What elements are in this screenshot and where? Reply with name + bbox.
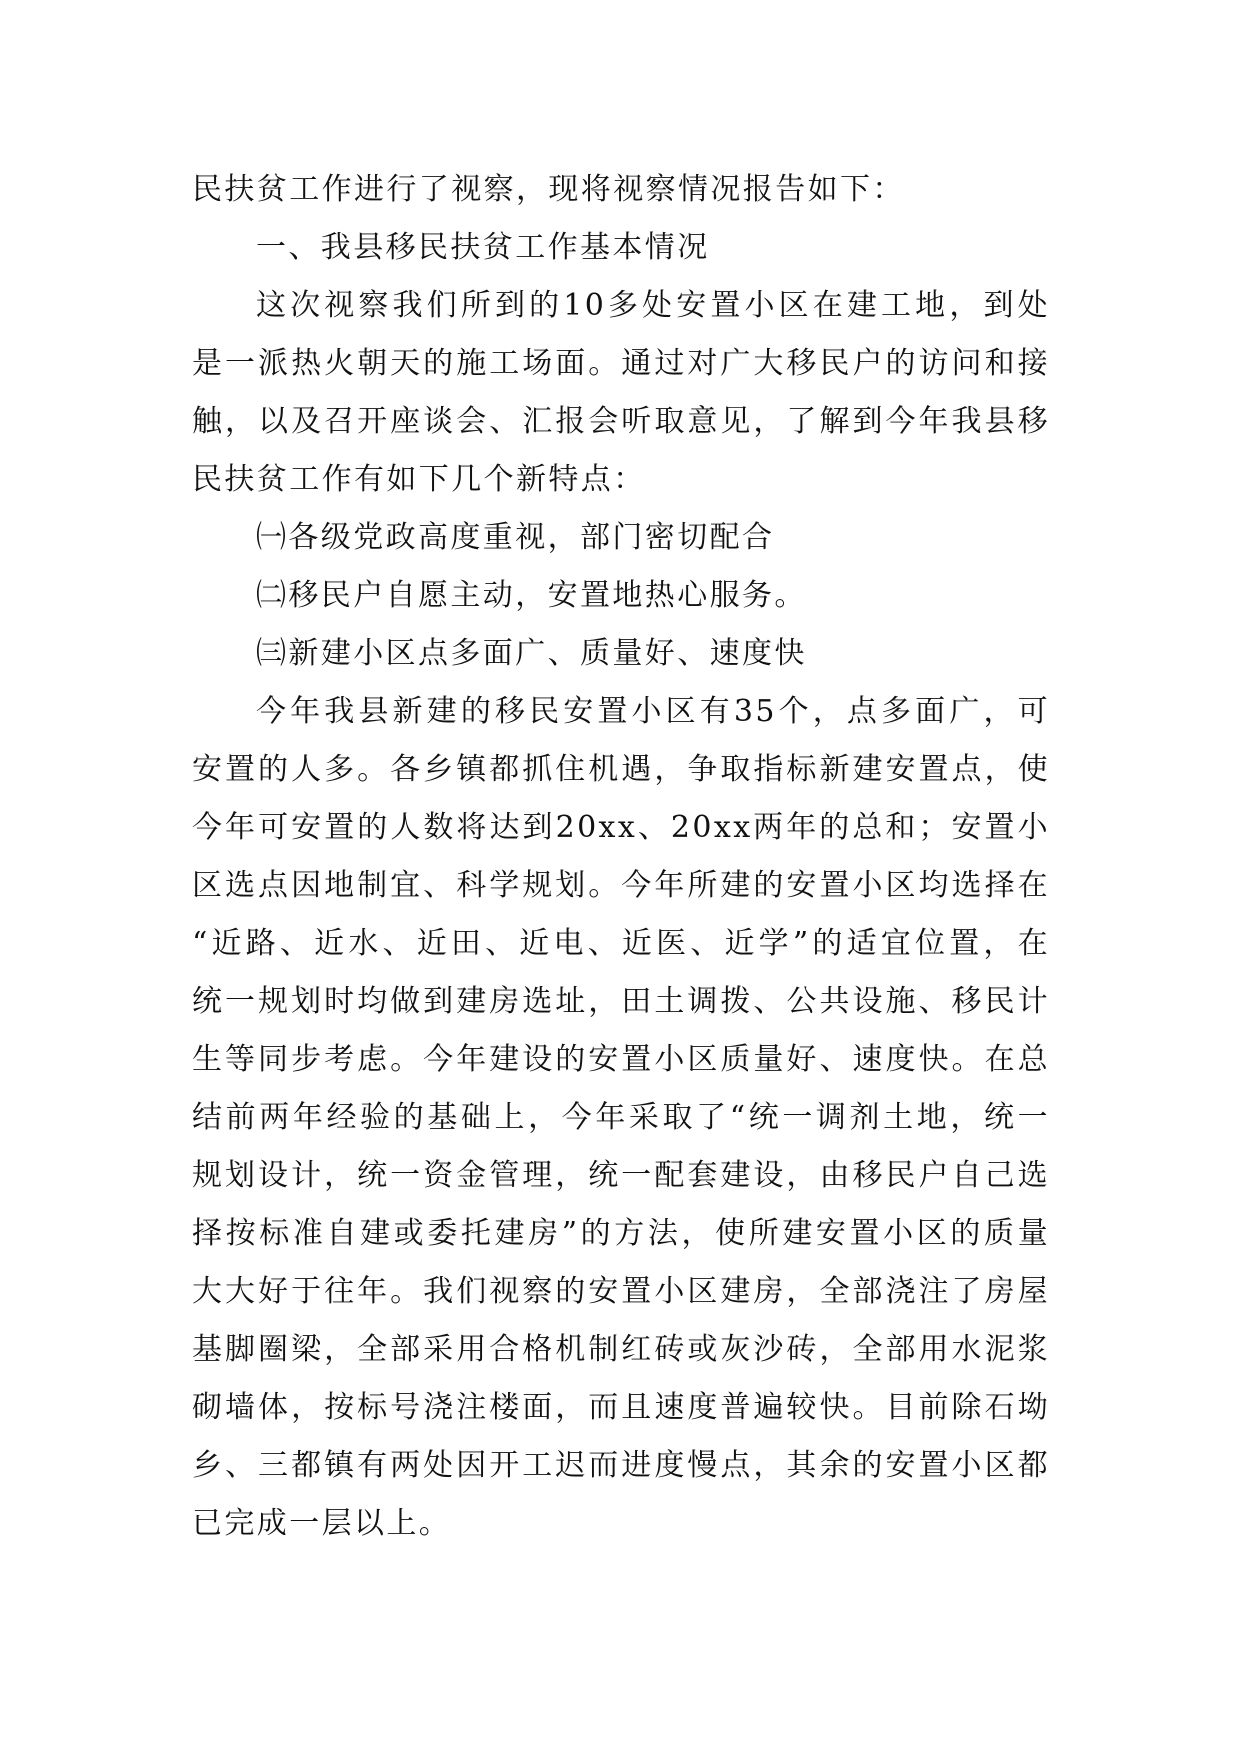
text-line: 规划设计，统一资金管理，统一配套建设，由移民户自己选 bbox=[192, 1158, 1050, 1193]
text-line: 大大好于往年。我们视察的安置小区建房，全部浇注了房屋 bbox=[192, 1274, 1050, 1309]
text-line: “近路、近水、近田、近电、近医、近学”的适宜位置，在 bbox=[192, 926, 1050, 961]
paragraph-overview bbox=[192, 277, 1050, 509]
section-heading-text: 一、我县移民扶贫工作基本情况 bbox=[256, 230, 710, 265]
paragraph-continuation bbox=[192, 161, 1050, 219]
text-line: 已完成一层以上。 bbox=[192, 1506, 452, 1541]
text-line: 民扶贫工作有如下几个新特点： bbox=[192, 462, 646, 497]
subheading-1 bbox=[192, 509, 1050, 567]
text-line: 民扶贫工作进行了视察，现将视察情况报告如下： bbox=[192, 172, 905, 207]
text-line: 统一规划时均做到建房选址，田土调拨、公共设施、移民计 bbox=[192, 984, 1050, 1019]
text-line: 区选点因地制宜、科学规划。今年所建的安置小区均选择在 bbox=[192, 868, 1050, 903]
subheading-3 bbox=[192, 625, 1050, 683]
text-line: 乡、三都镇有两处因开工迟而进度慢点，其余的安置小区都 bbox=[192, 1448, 1050, 1483]
text-line: 这次视察我们所到的10多处安置小区在建工地，到处 bbox=[256, 288, 1050, 323]
text-line: 择按标准自建或委托建房”的方法，使所建安置小区的质量 bbox=[192, 1216, 1050, 1251]
text-line: 砌墙体，按标号浇注楼面，而且速度普遍较快。目前除石坳 bbox=[192, 1390, 1050, 1425]
text-line: 结前两年经验的基础上，今年采取了“统一调剂土地，统一 bbox=[192, 1100, 1050, 1135]
text-line: 今年我县新建的移民安置小区有35个，点多面广，可 bbox=[256, 694, 1050, 729]
text-line: 触，以及召开座谈会、汇报会听取意见，了解到今年我县移 bbox=[192, 404, 1050, 439]
subheading-text: ㈡移民户自愿主动，安置地热心服务。 bbox=[256, 578, 807, 613]
subheading-text: ㈢新建小区点多面广、质量好、速度快 bbox=[256, 636, 807, 671]
section-heading bbox=[192, 219, 1050, 277]
subheading-text: ㈠各级党政高度重视，部门密切配合 bbox=[256, 520, 775, 555]
subheading-2 bbox=[192, 567, 1050, 625]
text-line: 生等同步考虑。今年建设的安置小区质量好、速度快。在总 bbox=[192, 1042, 1050, 1077]
text-line: 今年可安置的人数将达到20xx、20xx两年的总和；安置小 bbox=[192, 810, 1050, 845]
text-line: 是一派热火朝天的施工场面。通过对广大移民户的访问和接 bbox=[192, 346, 1050, 381]
paragraph-details bbox=[192, 683, 1050, 1553]
text-line: 基脚圈梁，全部采用合格机制红砖或灰沙砖，全部用水泥浆 bbox=[192, 1332, 1050, 1367]
document-body bbox=[192, 161, 1050, 1553]
text-line: 安置的人多。各乡镇都抓住机遇，争取指标新建安置点，使 bbox=[192, 752, 1050, 787]
